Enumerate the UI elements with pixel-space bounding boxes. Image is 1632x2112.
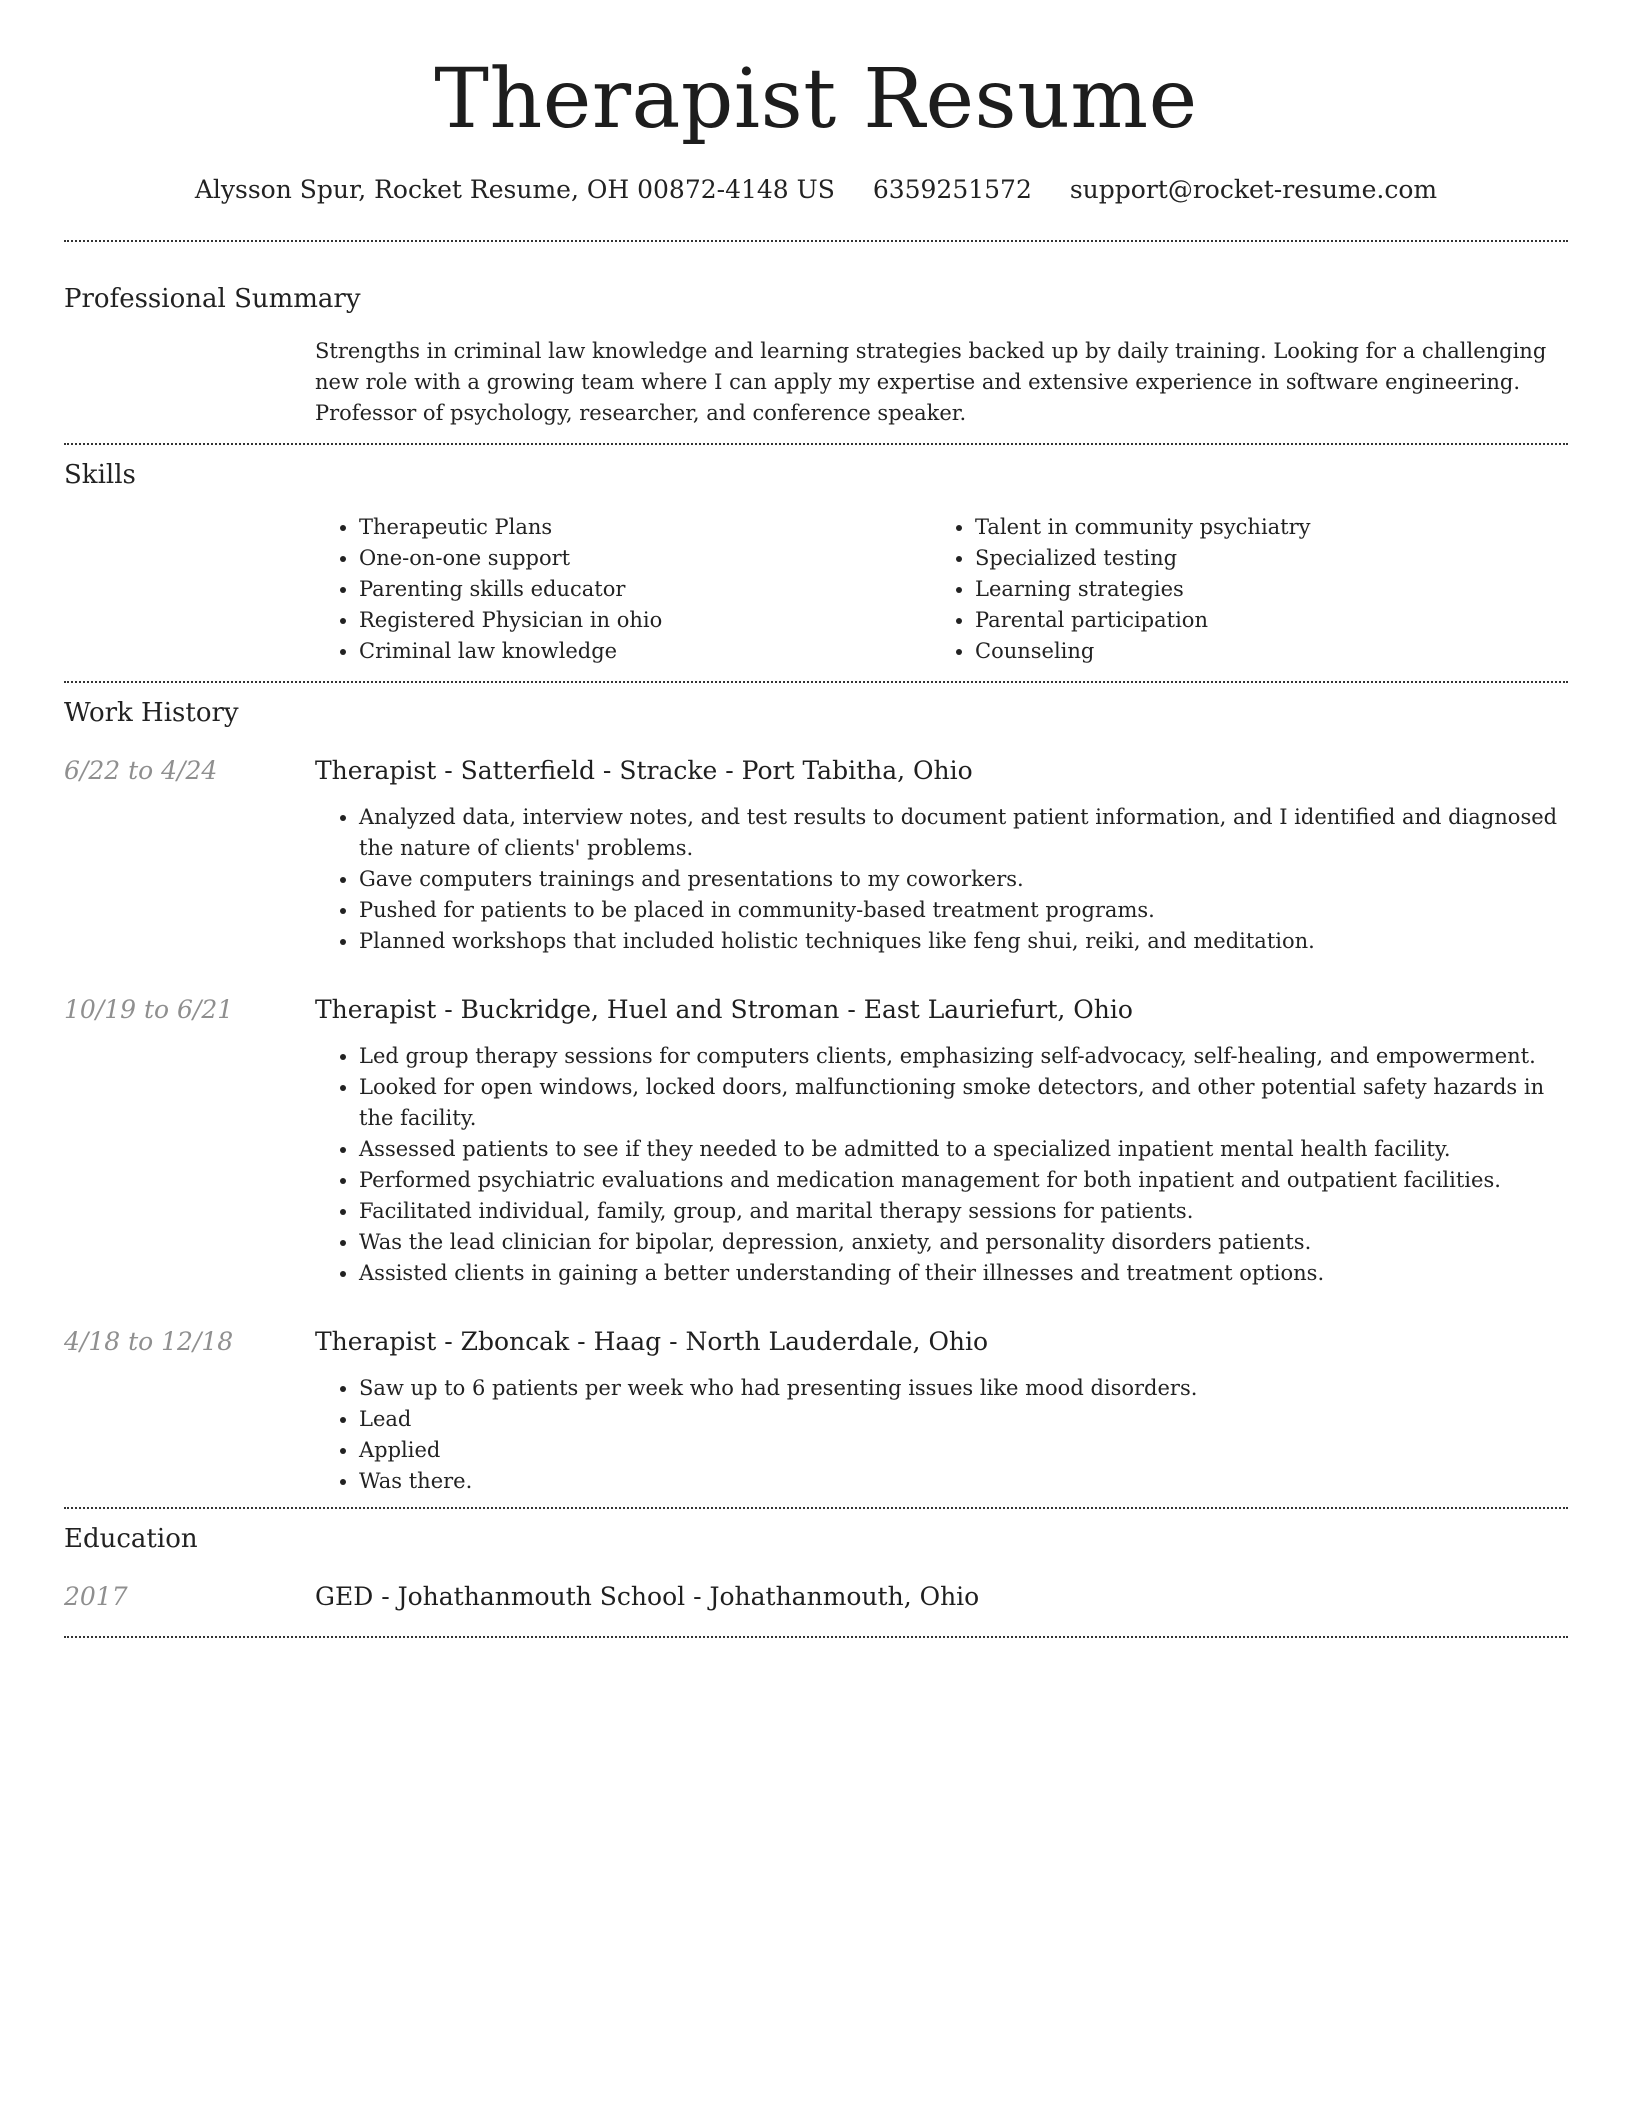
job-bullet: • Led group therapy sessions for computers clients, emphasizing self-advocacy, self-healing, and empowerment. [359, 1041, 1568, 1072]
job-bullet: • Assisted clients in gaining a better understanding of their illnesses and treatment options. [359, 1258, 1568, 1289]
job-title: Therapist - Zboncak - Haag - North Lauderdale, Ohio [315, 1327, 989, 1356]
contact-line [64, 170, 1568, 210]
work-section [64, 683, 1568, 1497]
job-dates: 10/19 to 6/21 [64, 995, 234, 1024]
skill-item: • Talent in community psychiatry [975, 512, 1547, 543]
job-entry [64, 1325, 1568, 1497]
education-details [315, 1580, 1568, 1614]
work-heading: Work History [64, 698, 239, 728]
skill-item: • Learning strategies [975, 574, 1547, 605]
job-bullet: • Pushed for patients to be placed in community-based treatment programs. [359, 895, 1568, 926]
skill-item: • Criminal law knowledge [359, 636, 931, 667]
skill-item: • Parental participation [975, 605, 1547, 636]
job-title: Therapist - Buckridge, Huel and Stroman - East Lauriefurt, Ohio [315, 995, 1133, 1024]
education-title: GED - Johathanmouth School - Johathanmouth, Ohio [315, 1582, 980, 1611]
job-bullet: • Looked for open windows, locked doors, malfunctioning smoke detectors, and other potential safety hazards in the facility. [359, 1072, 1568, 1134]
skills-list-right [931, 512, 1547, 667]
skill-item: • Parenting skills educator [359, 574, 931, 605]
job-bullet: • Was there. [359, 1466, 1568, 1497]
education-entry [64, 1580, 1568, 1614]
job-bullet: • Facilitated individual, family, group, and marital therapy sessions for patients. [359, 1196, 1568, 1227]
job-dates: 6/22 to 4/24 [64, 756, 218, 785]
skill-item: • Specialized testing [975, 543, 1547, 574]
skills-heading: Skills [64, 460, 136, 490]
job-bullet: • Analyzed data, interview notes, and test results to document patient information, and I identified and diagnosed the nature of clients' problems. [359, 802, 1568, 864]
job-bullet: • Performed psychiatric evaluations and medication management for both inpatient and outpatient facilities. [359, 1165, 1568, 1196]
education-year: 2017 [64, 1582, 128, 1611]
divider [64, 1636, 1568, 1638]
summary-text: Strengths in criminal law knowledge and learning strategies backed up by daily training. Looking for a challenging new role with a growing team where I can apply my expertise and extensive experience in software engineering. Professor of psychology, researcher, and conference speaker. [315, 339, 1547, 425]
summary-section [64, 242, 1568, 429]
resume-title: Therapist Resume [434, 52, 1198, 147]
job-bullets [315, 1373, 1568, 1497]
job-bullet: • Assessed patients to see if they needed to be admitted to a specialized inpatient mental health facility. [359, 1134, 1568, 1165]
education-section [64, 1509, 1568, 1614]
job-title: Therapist - Satterfield - Stracke - Port Tabitha, Ohio [315, 756, 973, 785]
job-bullets [315, 802, 1568, 957]
skill-item: • Registered Physician in ohio [359, 605, 931, 636]
job-bullet: • Was the lead clinician for bipolar, depression, anxiety, and personality disorders patients. [359, 1227, 1568, 1258]
job-bullet: • Applied [359, 1435, 1568, 1466]
job-bullet: • Lead [359, 1404, 1568, 1435]
skill-item: • Therapeutic Plans [359, 512, 931, 543]
summary-heading: Professional Summary [64, 284, 361, 314]
job-entry [64, 754, 1568, 957]
job-bullet: • Saw up to 6 patients per week who had presenting issues like mood disorders. [359, 1373, 1568, 1404]
skill-item: • One-on-one support [359, 543, 931, 574]
job-details [315, 1325, 1568, 1497]
job-details [315, 993, 1568, 1289]
skill-item: • Counseling [975, 636, 1547, 667]
job-bullet: • Planned workshops that included holistic techniques like feng shui, reiki, and meditation. [359, 926, 1568, 957]
skills-columns [315, 512, 1568, 667]
job-entry [64, 993, 1568, 1289]
contact-address: Alysson Spur, Rocket Resume, OH 00872-4148 US [194, 175, 835, 204]
job-bullet: • Gave computers trainings and presentations to my coworkers. [359, 864, 1568, 895]
contact-phone: 6359251572 [872, 175, 1032, 204]
skills-list-left [315, 512, 931, 667]
education-heading: Education [64, 1524, 198, 1554]
job-bullets [315, 1041, 1568, 1289]
contact-email[interactable]: support@rocket-resume.com [1069, 175, 1438, 204]
job-dates: 4/18 to 12/18 [64, 1327, 234, 1356]
job-details [315, 754, 1568, 957]
skills-section [64, 445, 1568, 667]
